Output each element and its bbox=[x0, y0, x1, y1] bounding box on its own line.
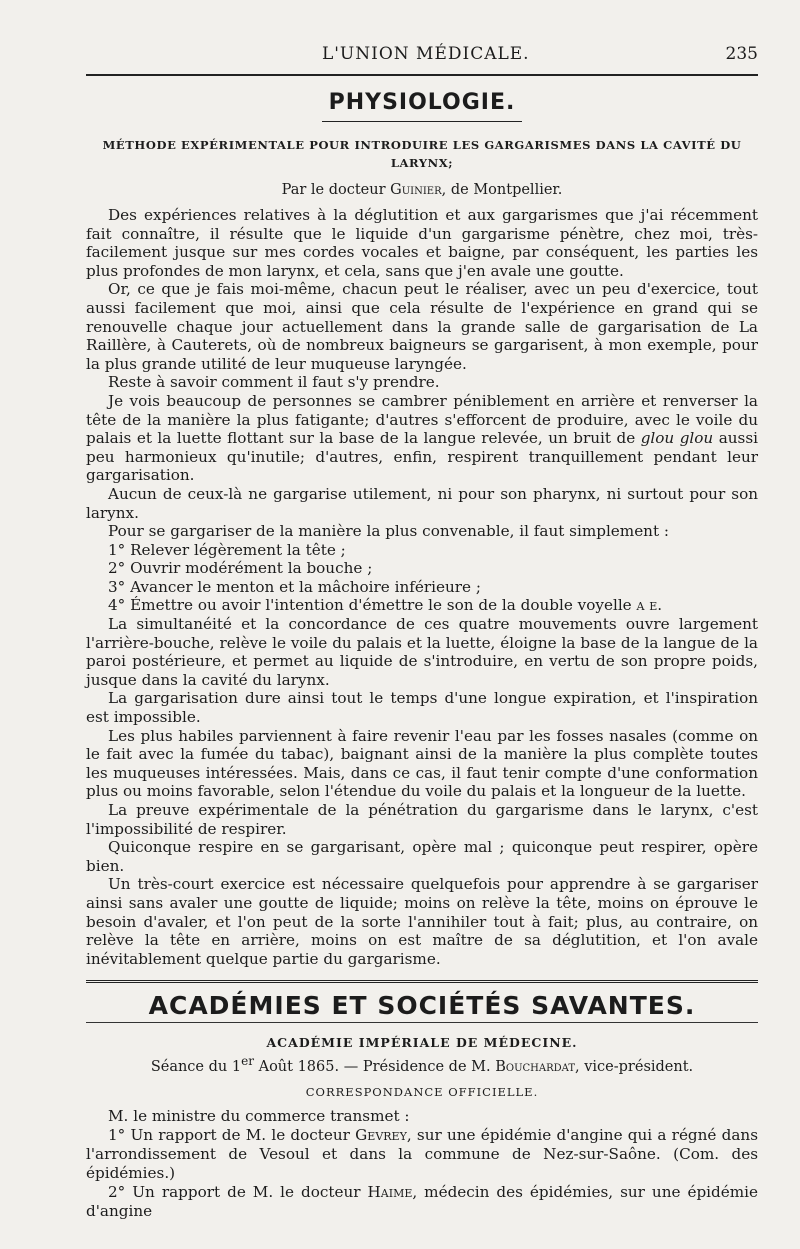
byline-prefix: Par le docteur bbox=[281, 182, 386, 198]
text-run: Août 1865. — Présidence de M. bbox=[254, 1059, 496, 1076]
paragraph: La simultanéité et la concordance de ces quatre mouvements ouvre largement l'arrière-bouche, relève le voile du palais et la luette, éloigne la base de la langue de la paroi postérieure, et permet au liquide de s'introduire, en vertu de son propre poids, jusque dans la cavité du larynx. bbox=[86, 615, 758, 689]
president-name: Bouchardat bbox=[495, 1059, 575, 1076]
doctor-name: Gevrey bbox=[355, 1126, 407, 1145]
page-number: 235 bbox=[725, 44, 758, 64]
section-title: PHYSIOLOGIE. bbox=[328, 90, 516, 115]
section2-rule bbox=[86, 1022, 758, 1023]
paragraph: Or, ce que je fais moi-même, chacun peut le réaliser, avec un peu d'exercice, tout aussi facilement que moi, ainsi que cela résulte de l'expérience en grand qui se renouvelle chaque jour actuellement dans la grande salle de gargarisation de La Raillère, à Cauterets, où de nombreux baigneurs se gargarisent, à mon exemple, pour la plus grande utilité de leur muqueuse laryngée. bbox=[86, 280, 758, 373]
paragraph: Reste à savoir comment il faut s'y prendre. bbox=[108, 373, 440, 392]
step-item: 1° Relever légèrement la tête ; bbox=[108, 540, 346, 559]
paragraph bbox=[86, 392, 758, 485]
italic-text: glou glou bbox=[640, 429, 714, 448]
academy-name: ACADÉMIE IMPÉRIALE DE MÉDECINE. bbox=[266, 1035, 578, 1051]
paragraph: La preuve expérimentale de la pénétration du gargarisme dans le larynx, c'est l'impossibilité de respirer. bbox=[86, 801, 758, 838]
text-run: Séance du 1 bbox=[150, 1059, 242, 1076]
paragraph bbox=[86, 1126, 758, 1183]
text-run: , sur une épidémie d'angine qui a régné dans l'arrondissement de Vesoul et dans la commune de Nez-sur-Saône. (Com. des épidémies.) bbox=[86, 1126, 759, 1183]
section-divider bbox=[322, 121, 522, 122]
section-separator bbox=[86, 980, 758, 985]
document-page bbox=[86, 44, 758, 1221]
session-line bbox=[86, 1054, 758, 1075]
header-rule bbox=[86, 74, 758, 76]
paragraph: Un très-court exercice est nécessaire quelquefois pour apprendre à se gargariser ainsi sans avaler une goutte de liquide; moins on relève la tête, moins on éprouve le besoin d'avaler, et l'on peut de la sorte l'annihiler tout à fait; plus, au contraire, on relève la tête en arrière, moins on est maître de sa déglutition, et l'on avale inévitablement quelque partie du gargarisme. bbox=[86, 875, 758, 968]
byline bbox=[86, 182, 758, 198]
paragraph: Des expériences relatives à la déglutition et aux gargarismes que j'ai récemment fait connaître, il résulte que le liquide d'un gargarisme pénètre, chez moi, très-facilement jusque sur mes cordes vocales et baigne, par conséquent, les parties les plus profondes de mon larynx, et cela, sans que j'en avale une goutte. bbox=[86, 206, 758, 280]
paragraph: Les plus habiles parviennent à faire revenir l'eau par les fosses nasales (comme on le fait avec la fumée du tabac), baignant ainsi de la manière la plus complète toutes les muqueuses intéressées. Mais, dans ce cas, il faut tenir compte d'une conformation plus ou moins favorable, selon l'étendue du voile du palais et la longueur de la luette. bbox=[86, 726, 758, 801]
superscript: er bbox=[241, 1054, 254, 1069]
small-caps-text: a e. bbox=[636, 596, 663, 615]
paragraph: La gargarisation dure ainsi tout le temps d'une longue expiration, et l'inspiration est impossible. bbox=[86, 689, 758, 727]
paragraph: M. le ministre du commerce transmet : bbox=[108, 1107, 410, 1126]
paragraph bbox=[86, 1183, 758, 1221]
journal-title: L'UNION MÉDICALE. bbox=[321, 44, 530, 64]
step-item: 3° Avancer le menton et la mâchoire inférieure ; bbox=[108, 577, 481, 596]
byline-author: Guinier bbox=[390, 182, 442, 198]
paragraph: Pour se gargariser de la manière la plus convenable, il faut simplement : bbox=[108, 522, 670, 541]
text-run: aussi peu harmonieux qu'inutile; d'autres, enfin, respirent tranquillement pendant leur gargarisation. bbox=[86, 429, 759, 485]
text-run: 4° Émettre ou avoir l'intention d'émettre le son de la double voyelle bbox=[108, 596, 637, 615]
text-run: Je vois beaucoup de personnes se cambrer péniblement en arrière et renverser la tête de la manière la plus fatigante; d'autres s'efforcent de produire, avec le voile du palais et la luette flottant sur la base de la langue relevée, un bruit de bbox=[86, 391, 758, 448]
academy-body bbox=[86, 1107, 758, 1221]
text-run: 1° Un rapport de M. le docteur bbox=[108, 1126, 356, 1145]
paragraph: Aucun de ceux-là ne gargarise utilement, ni pour son pharynx, ni surtout pour son larynx. bbox=[86, 484, 758, 522]
section2-title: ACADÉMIES ET SOCIÉTÉS SAVANTES. bbox=[148, 991, 696, 1021]
article-body bbox=[86, 206, 758, 968]
correspondence-heading: CORRESPONDANCE OFFICIELLE. bbox=[305, 1085, 539, 1100]
text-run: , médecin des épidémies, sur une épidémie d'angine bbox=[86, 1183, 758, 1221]
step-item: 2° Ouvrir modérément la bouche ; bbox=[108, 559, 373, 578]
paragraph: Quiconque respire en se gargarisant, opère mal ; quiconque peut respirer, opère bien. bbox=[86, 838, 758, 875]
doctor-name: Haime bbox=[367, 1183, 413, 1202]
running-header bbox=[86, 44, 758, 70]
byline-suffix: , de Montpellier. bbox=[441, 182, 563, 198]
text-run: 2° Un rapport de M. le docteur bbox=[108, 1183, 368, 1202]
article-title: MÉTHODE EXPÉRIMENTALE POUR INTRODUIRE LES GARGARISMES DANS LA CAVITÉ DU LARYNX; bbox=[102, 138, 742, 170]
step-item bbox=[86, 596, 758, 615]
text-run: , vice-président. bbox=[575, 1059, 694, 1076]
